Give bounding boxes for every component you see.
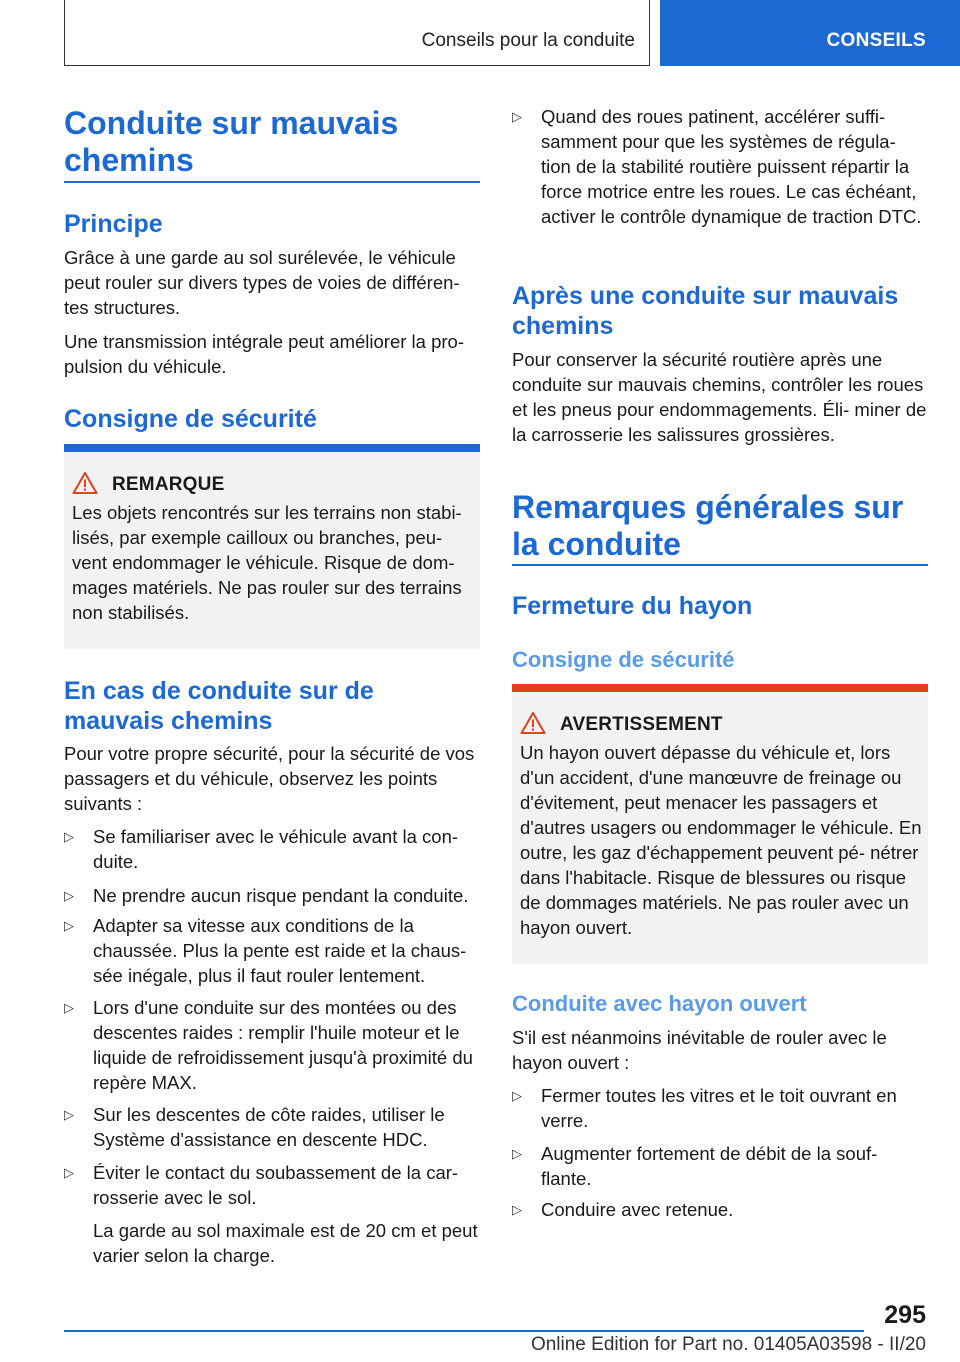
list-item: ▷ Lors d'une conduite sur des montées ou des descentes raides : remplir l'huile moteur et le liquide de refroidissement jusqu'à proximité du repère MAX.: [64, 997, 473, 1093]
header-chapter-tab[interactable]: [660, 0, 960, 66]
warning-triangle-icon: [72, 471, 98, 495]
bullet-triangle-icon: ▷: [64, 829, 74, 844]
warning-bar: [512, 684, 928, 692]
header-frame: [64, 0, 650, 66]
bullet-triangle-icon: ▷: [512, 1088, 522, 1103]
list-item: ▷ Augmenter fortement de débit de la souf- flante.: [512, 1143, 878, 1189]
list-item: ▷ Quand des roues patinent, accélérer suffi- samment pour que les systèmes de régula- tion de la stabilité routière puissent répartir la force motrice entre les roues. Le cas échéant, activer le contrôle dynamique de traction DTC.: [512, 106, 922, 227]
notice-bar: [64, 444, 480, 452]
heading-principe: Principe: [64, 210, 163, 238]
bullet-triangle-icon: ▷: [512, 109, 522, 124]
page-number: 295: [884, 1301, 926, 1329]
main-heading-rough-roads: Conduite sur mauvais chemins: [64, 105, 399, 178]
heading-apres: Après une conduite sur mauvais chemins: [512, 282, 899, 340]
paragraph-conduite-ouvert-intro: S'il est néanmoins inévitable de rouler avec le hayon ouvert :: [512, 1027, 887, 1073]
list-item-note: La garde au sol maximale est de 20 cm et peut varier selon la charge.: [93, 1220, 478, 1266]
notice-label: REMARQUE: [112, 474, 225, 495]
bullet-triangle-icon: ▷: [64, 1107, 74, 1122]
warning-box: [512, 684, 928, 964]
notice-text: Les objets rencontrés sur les terrains non stabi- lisés, par exemple cailloux ou branches, peu- vent endommager le véhicule. Risque de dom- mages matériels. Ne pas rouler sur des terrains non stabilisés.: [72, 502, 462, 623]
bullet-triangle-icon: ▷: [64, 1000, 74, 1015]
list-item: ▷ Conduire avec retenue.: [512, 1199, 734, 1220]
heading-rule: [64, 181, 480, 183]
header-section-title: Conseils pour la conduite: [421, 30, 635, 51]
bullet-triangle-icon: ▷: [512, 1202, 522, 1217]
paragraph-principe-1: Grâce à une garde au sol surélevée, le véhicule peut rouler sur divers types de voies de différen- tes structures.: [64, 247, 460, 318]
header-chapter-tab-label: CONSEILS: [826, 30, 926, 51]
list-item: ▷ Se familiariser avec le véhicule avant la con- duite.: [64, 826, 459, 872]
heading-rule: [512, 564, 928, 566]
footer-edition: Online Edition for Part no. 01405A03598 - II/20: [530, 1334, 926, 1355]
bullet-triangle-icon: ▷: [64, 918, 74, 933]
subheading-hayon-safety: Consigne de sécurité: [512, 647, 735, 672]
bullet-triangle-icon: ▷: [512, 1146, 522, 1161]
notice-box: [64, 444, 480, 649]
paragraph-apres: Pour conserver la sécurité routière après une conduite sur mauvais chemins, contrôler les roues et les pneus pour endommagements. Éli- miner de la carrosserie les salissures grossières.: [512, 349, 927, 445]
warning-label: AVERTISSEMENT: [560, 714, 723, 735]
heading-hayon: Fermeture du hayon: [512, 592, 753, 620]
paragraph-principe-2: Une transmission intégrale peut améliorer la pro- pulsion du véhicule.: [64, 331, 464, 377]
heading-safety-notice: Consigne de sécurité: [64, 405, 317, 433]
list-item: ▷ Ne prendre aucun risque pendant la conduite.: [64, 885, 469, 906]
list-item: ▷ Éviter le contact du soubassement de la car- rosserie avec le sol.: [64, 1162, 459, 1208]
list-item: ▷ Adapter sa vitesse aux conditions de la chaussée. Plus la pente est raide et la chaus- sée inégale, plus il faut rouler lentement.: [64, 915, 467, 986]
list-item: ▷ Fermer toutes les vitres et le toit ouvrant en verre.: [512, 1085, 897, 1131]
paragraph-en-cas-intro: Pour votre propre sécurité, pour la sécurité de vos passagers et du véhicule, observez les points suivants :: [64, 743, 475, 814]
heading-en-cas: En cas de conduite sur de mauvais chemins: [64, 677, 374, 735]
list-item: ▷ Sur les descentes de côte raides, utiliser le Système d'assistance en descente HDC.: [64, 1104, 445, 1150]
warning-text: Un hayon ouvert dépasse du véhicule et, lors d'un accident, d'une manœuvre de freinage ou d'évitement, peut menacer les passagers et d'autres usagers ou endommager le véhicule. En outre, les gaz d'échappement peuvent pé- nétrer dans l'habitacle. Risque de blessures ou risque de dommages matériels. Ne pas rouler avec un hayon ouvert.: [520, 742, 922, 938]
main-heading-general-remarks: Remarques générales sur la conduite: [512, 489, 904, 562]
bullet-triangle-icon: ▷: [64, 888, 74, 903]
footer-rule: [64, 1330, 864, 1332]
warning-triangle-icon: [520, 711, 546, 735]
bullet-triangle-icon: ▷: [64, 1165, 74, 1180]
subheading-conduite-ouvert: Conduite avec hayon ouvert: [512, 991, 807, 1016]
